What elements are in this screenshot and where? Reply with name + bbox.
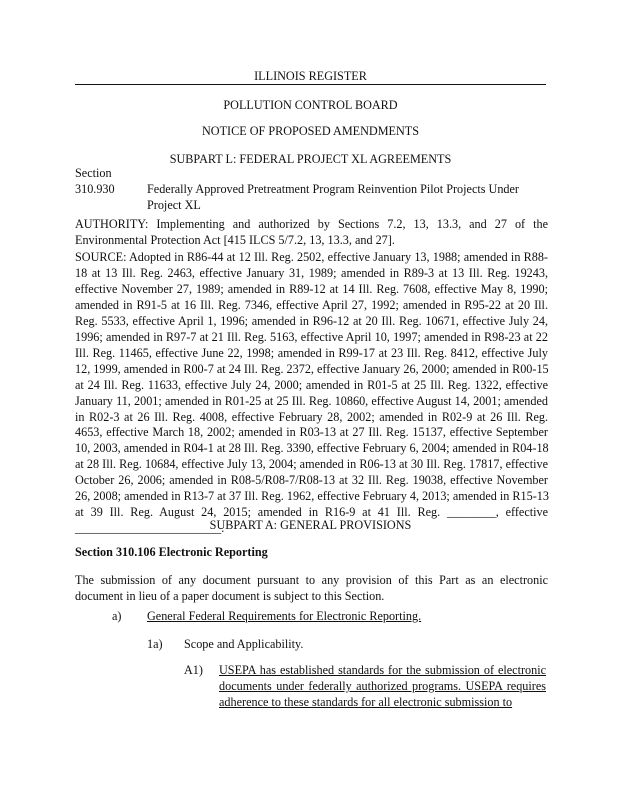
register-title: ILLINOIS REGISTER [254, 69, 367, 83]
subsection-a-text: General Federal Requirements for Electronic Reporting. [147, 609, 422, 623]
subsection-a-label: a) [112, 609, 122, 623]
source-line: 1996; amended in R97-7 at 21 Ill. Reg. 5163, effective April 10, 1997; amended in R98-23 at 22 [75, 329, 548, 344]
subsection-a1-line: USEPA has established standards for the submission of electronic [219, 663, 546, 677]
source-line: at 28 Ill. Reg. 10684, effective July 13, 2004; amended in R06-13 at 30 Ill. Reg. 17817, effective [75, 457, 548, 472]
section-number: 310.930 [75, 182, 115, 196]
source-line: at 24 Ill. Reg. 11633, effective July 24, 2000; amended in R01-5 at 25 Ill. Reg. 1322, effective [75, 377, 548, 392]
source-line: in R02-3 at 26 Ill. Reg. 4008, effective February 28, 2002; amended in R02-9 at 26 Ill. Reg. [75, 409, 548, 424]
subpart-a-heading: SUBPART A: GENERAL PROVISIONS [209, 518, 412, 532]
source-line: 18 at 13 Ill. Reg. 2463, effective January 31, 1989; amended in R89-3 at 13 Ill. Reg. 19243, [75, 265, 548, 280]
source-line: October 26, 2006; amended in R08-5/R08-7/R08-13 at 32 Ill. Reg. 19038, effective November [75, 473, 548, 488]
subsection-a1-text [219, 662, 546, 710]
submission-paragraph: The submission of any document pursuant to any provision of this Part as an electronic document in lieu of a paper document is subject to this Section. [75, 573, 548, 603]
source-line: effective November 27, 1989; amended in R89-12 at 14 Ill. Reg. 7608, effective May 8, 1990; [75, 281, 548, 296]
section-column-label: Section [75, 166, 112, 180]
source-line: at 39 Ill. Reg. August 24, 2015; amended in R16-9 at 41 Ill. Reg. ________, effective [75, 505, 548, 520]
board-title: POLLUTION CONTROL BOARD [223, 98, 398, 112]
source-line: Reg. 5533, effective April 1, 1996; amended in R96-12 at 20 Ill. Reg. 10671, effective July 24, [75, 313, 548, 328]
source-line: January 11, 2001; amended in R01-25 at 25 Ill. Reg. 10860, effective August 14, 2001; amended [75, 393, 548, 408]
section-title: Federally Approved Pretreatment Program Reinvention Pilot Projects Under Project XL [147, 182, 519, 212]
subsection-a1-line: documents under federally authorized programs. USEPA requires [219, 679, 546, 693]
subpart-l-heading: SUBPART L: FEDERAL PROJECT XL AGREEMENTS [169, 152, 452, 166]
subsection-1a-text: Scope and Applicability. [184, 637, 304, 651]
source-line: 4653, effective March 18, 2002; amended in R03-13 at 27 Ill. Reg. 15137, effective September [75, 425, 548, 440]
source-paragraph [75, 250, 548, 537]
header-rule [75, 84, 546, 85]
authority-paragraph: AUTHORITY: Implementing and authorized by Sections 7.2, 13, 13.3, and 27 of the Environmental Protection Act [415 ILCS 5/7.2, 13, 13.3, and 27]. [75, 217, 548, 247]
source-line: 12, 1999, amended in R00-7 at 24 Ill. Reg. 2372, effective January 26, 2000; amended in R00-15 [75, 361, 549, 376]
source-line: SOURCE: Adopted in R86-44 at 12 Ill. Reg. 2502, effective January 13, 1988; amended in R88- [75, 250, 548, 264]
source-line: Ill. Reg. 11465, effective June 22, 1998; amended in R99-17 at 23 Ill. Reg. 8412, effective July [75, 345, 548, 360]
source-line: amended in R91-5 at 16 Ill. Reg. 7346, effective April 27, 1992; amended in R95-22 at 20 Ill. [75, 297, 548, 312]
source-line: 26, 2008; amended in R13-7 at 37 Ill. Reg. 1962, effective February 4, 2013; amended in R15-13 [75, 489, 549, 504]
source-line: 10, 2003, amended in R04-1 at 28 Ill. Reg. 3390, effective February 6, 2004; amended in R04-18 [75, 441, 549, 456]
source-line: ________________________. [75, 521, 225, 536]
section-310-106-heading: Section 310.106 Electronic Reporting [75, 545, 268, 559]
subsection-1a-label: 1a) [147, 637, 163, 651]
subsection-a1-line: adherence to these standards for all electronic submission to [219, 695, 513, 709]
subsection-a1-label: A1) [184, 663, 203, 677]
notice-title: NOTICE OF PROPOSED AMENDMENTS [201, 124, 420, 138]
